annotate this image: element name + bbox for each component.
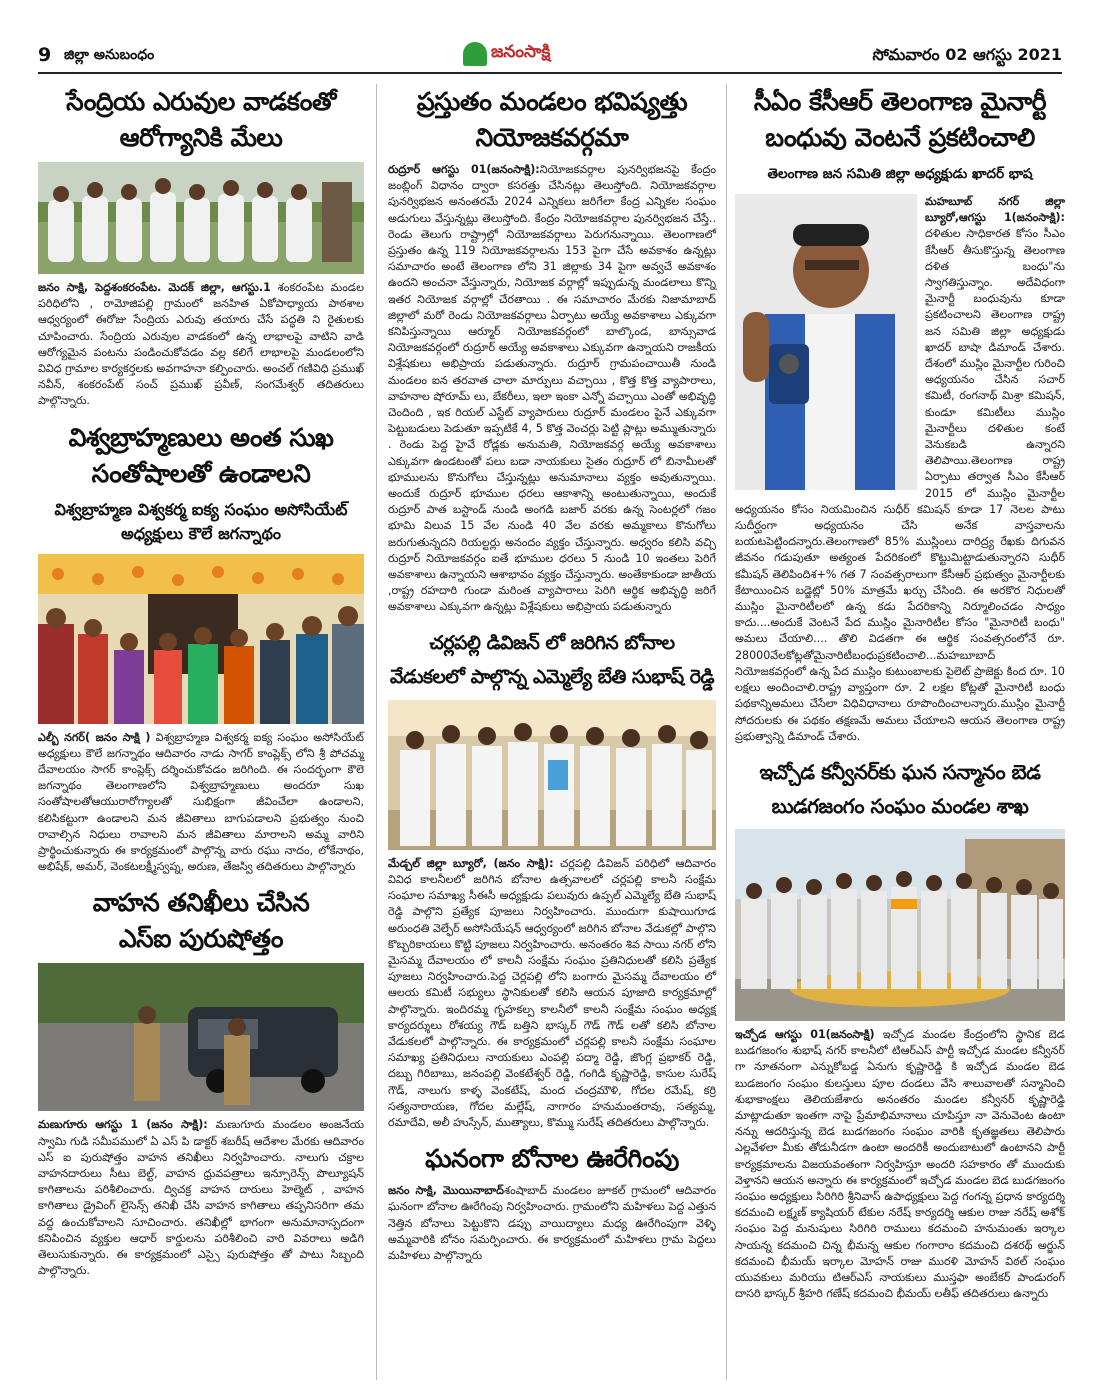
article-constituency — [388, 84, 716, 616]
newspaper-logo — [463, 42, 550, 66]
article-body — [388, 856, 716, 1131]
portrait-photo-icon — [735, 194, 917, 490]
headline-line: సేంద్రియ ఎరువుల వాడకంతో — [66, 87, 336, 116]
dateline: రుద్రూర్ ఆగస్టు 01(జనంసాక్షి): — [388, 163, 540, 176]
dateline: జనం సాక్షి, పెద్దశంకరంపేట. మెదక్ జిల్లా, ఆగస్టు.1 — [38, 281, 271, 294]
police-vehicle-photo-icon — [38, 963, 364, 1111]
column-left — [38, 84, 364, 1279]
article-organic-fertilizer — [38, 84, 364, 410]
felicitation-group-photo-icon — [735, 829, 1065, 1021]
headline-line: వేడుకలలో పాల్గొన్న ఎమ్మెల్యే బేతి సుభాష్ రెడ్డి — [389, 665, 715, 688]
group-photo-icon — [38, 162, 364, 274]
headline-line: ఎస్ఐ పురుషోత్తం — [118, 924, 284, 954]
article-headline — [38, 420, 364, 492]
logo-text: జనంసాక్షి — [491, 42, 551, 62]
page-number: 9 — [38, 44, 52, 66]
headline-line: వాహన తనిఖీలు చేసిన — [92, 888, 310, 918]
article-bonalu-procession — [388, 1141, 716, 1264]
headline-line: సీఏం కేసీఆర్ తెలంగాణ మైనార్టీ — [753, 87, 1047, 116]
headline-line: బంధువు వెంటనే ప్రకటించాలి — [765, 123, 1035, 152]
article-headline — [735, 84, 1065, 156]
article-felicitation — [735, 755, 1065, 1302]
article-bonalu — [388, 626, 716, 1131]
subhead-line: అధ్యక్షులు కౌలే జగన్నాథం — [121, 523, 281, 543]
article-body — [38, 1117, 364, 1279]
article-minority-bandhu — [735, 84, 1065, 745]
dateline: మేడ్చల్ జిల్లా బ్యూరో, (జనం సాక్షి): — [388, 856, 554, 870]
headline-line: చర్లపల్లి డివిజన్ లో జరిగిన బోనాల — [429, 631, 675, 654]
dateline: మహబూబ్ నగర్ జిల్లా బ్యూరో,ఆగస్టు 1(జనంసాక్షి): — [925, 195, 1065, 225]
article-body — [388, 162, 716, 616]
dateline: ఇచ్చోడ ఆగస్టు 01(జనంసాక్షి) — [735, 1027, 875, 1041]
headline-line: సంతోషాలతో ఉండాలని — [91, 458, 311, 488]
body-text: మణుగూరు మండలం అంజనేయ స్వామి గుడి సమీపములో ఏ ఎస్ పి డాక్టర్ శబరీష్ ఆదేశాల మేరకు ఆదివారం ఎస్ ఐ పురుషోత్తం వాహన తనిఖీలు నిర్వహించారు. నాలుగు చక్రాల వాహనదారులు సీటు బెల్ట్, వాహన ధ్రువపత్రాలు ఇన్సూరెన్స్ పొల్యూషన్ కాగితాలను పరిశీలించారు. ద్విచక్ర వాహన దారులు హెల్మెట్ , వాహన కాగితాలు డ్రైవింగ్ లైసెన్స్ తనిఖీ చేసి వాహన కాగితాలు తప్పనిసరిగా తమ వద్ద ఉంచుకోవాలని సూచించారు. తనిఖీల్లో భాగంగా అనుమానాస్పదంగా కనిపించిన వ్యక్తుల ఆధార్ కార్డులను పరిశీలించి వారి వివరాలు అడిగి తెలుసుకున్నారు. ఈ కార్యక్రమంలో ఎస్సై పురుషోత్తం తో పాటు సిబ్బంది పాల్గొన్నారు. — [38, 1118, 364, 1278]
body-text: శంషాబాద్ మండలం జూకల్ గ్రామంలో ఆదివారం ఘనంగా బోనాల ఊరేగింపు నిర్వహించారు. గ్రామంలోని మహిళలు పెద్ద ఎత్తున నెత్తిన బోనాలు పెట్టుకొని డప్పు వాయిద్యాలు మధ్య ఊరేగింపుగా వెళ్ళి అమ్మవారికి బోనం సమర్పించారు. ఈ కార్యక్రమంలో మహిళలు గ్రామ పెద్దలు మహిళలు పాల్గొన్నారు — [388, 1184, 716, 1262]
headline-line: విశ్వబ్రాహ్మణులు అంత సుఖ — [68, 422, 334, 452]
article-headline — [38, 84, 364, 156]
article-subheadline: తెలంగాణ జన సమితి జిల్లా అధ్యక్షుడు ఖాదర్ భాష — [767, 166, 1033, 182]
bonalu-group-photo-icon — [388, 700, 716, 850]
logo-leaf-icon — [463, 42, 487, 66]
body-text: దళితుల సాధికారత కోసం సీఎం కేసీఆర్ తీసుకొస్తున్న తెలంగాణ దళిత బంధు"ను స్వాగతిస్తున్నాం. అదేవిధంగా మైనార్టీ బంధువును కూడా ప్రకటించాలని తెలంగాణ రాష్ట్ర జన సమితి జిల్లా అధ్యక్షుడు ఖాదర్ బాషా డిమాండ్ చేశారు. దేశంలో ముస్లిం మైనార్టీల గురించి అధ్యయనం చేసిన సచార్ కమిటీ, రంగనాథ్ మిశ్రా కమిషన్, కుండూ కమిటీలు ముస్లిం మైనార్టీలు దళితుల కంటే వెనుకబడి ఉన్నారని తెలిపాయి.తెలంగాణ రాష్ట్ర ఏర్పాటు తర్వాత సీఎం కేసీఆర్ 2015 లో ముస్లిం మైనార్టీల అధ్యయనం కోసం నియమించిన సుధీర్ కమిషన్ కూడా 17 నెలల పాటు సుదీర్ఘంగా అధ్యయనం చేసి అనేక వాస్తవాలను బయటపెట్టిందన్నారు.తెలంగాణలో 85% ముస్లింలు దారిద్ర్య రేఖకు దిగువన జీవనం గడుపుతూ అత్యంత పేదరికంలో కొట్టుమిట్టాడుతున్నారని సుధీర్ కమీషన్ తెలిపిందిశ+% గత 7 సంవత్సరాలుగా కేసీఆర్ ప్రభుత్వం మైనార్టీలకు కేటాయించిన బడ్జెట్లో 50% మాత్రమే ఖర్చు చేసింది. ఈ అరకొర నిధులతో ముస్లిం మైనారిటీలలో ఉన్న కడు పేదరికాన్ని నిర్మూలించడం సాధ్యం కాదు....అందుకే వెంటనే పేద ముస్లిం మైనారిటీల కోసం "మైనారిటీ బంధు" అమలు చేయాలి.... తొలి విడతగా ఈ ఆర్థిక సంవత్సరంలోనే రూ. 28000వేలకోట్లతోమైనారిటీబంధుప్రకటించాలి...మహబూబాద్ నియోజకవర్గంలో ఉన్న పేద ముస్లిం కుటుంబాలకు పైలెట్ ప్రాజెక్టు కింద రూ. 10 లక్షలు అందించాలి.రాష్ట్ర వ్యాప్తంగా రూ. 2 లక్షల కోట్లతో మైనారిటీ బంధు పథకాన్నిఅమలు చేసేలా విధివిధానాలు రూపొందించాలన్నారు.ముస్లిం మైనార్టీ సోదరులకు ఈ పథకం తక్షణమే అమలు చేయాలని ఆయన తెలంగాణ రాష్ట్ర ప్రభుత్వాన్ని డిమాండ్ చేశారు. — [735, 227, 1065, 743]
column-divider — [376, 84, 377, 1380]
article-headline — [38, 885, 364, 957]
article-body — [38, 730, 364, 876]
column-right — [735, 84, 1065, 1302]
dateline: మణుగూరు ఆగస్టు 1 (జనం సాక్షి): — [38, 1118, 208, 1132]
masthead — [38, 40, 1062, 74]
headline-line: ఆరోగ్యానికి మేలు — [119, 123, 283, 152]
article-body — [388, 1183, 716, 1264]
article-headline: ఘనంగా బోనాల ఊరేగింపు — [425, 1144, 679, 1174]
article-subheadline — [38, 498, 364, 546]
article-body — [735, 1027, 1065, 1302]
article-headline — [388, 626, 716, 694]
temple-group-photo-icon — [38, 554, 364, 724]
body-text: ఇచ్చోడ మండల కేంద్రంలోని స్థానిక బెడ బుడగజంగం శుభాష్ నగర్ కాలనీలో టిఆర్ఎస్ పార్టీ ఇచ్చోడ మండల కన్వీనర్ గా నూతనంగా ఎన్నుకోబడ్డ ఏనుగు కృష్ణారెడ్డి కి ఇచ్చోడ మండల బెడ బుడజంగం సంఘం కులస్తులు పూల దండలు వేసి శాలువాలతో సన్మానించి శుభాకాంక్షలు తెలియజేశారు అనంతరం మండల కన్వీనర్ కృష్ణారెడ్డి మాట్లాడుతూ ఇంతగా నాపై ప్రేమాభిమానాలు చూపిస్తూ నా వెనువెంట ఉంటా నన్ను ఆదరిస్తున్న బెడ బుడగజంగం సంఘం వారికి కృతజ్ఞతలు తెలిపారు ఎల్లవేళలా మీకు తోడునీడగా ఉంటా అందరికీ అందుబాటులో ఉంటానని పార్టీ కార్యక్రమాలను విజయవంతంగా నిర్వహిస్తూ అందరి సహకారం తో ముందుకు వెళ్తానని ఆయన అన్నారు ఈ కార్యక్రమంలో ఇచ్చోడ మండల బెడ బుడగజంగం సంఘం అధ్యక్షులు సిరిగిరి శ్రీనివాస్ ఉపాధ్యక్షులు పెద్ద గంగన్న ప్రధాన కార్యదర్శి కదమంచి లక్ష్మణ్ క్యాషియర్ టేకుల నరేష్ కార్యదర్శి ఆకుల రాజు నరేష్ అశోక్ సంఘం పెద్ద మనుషులు సిరిగిరి రాములు కదమంచి హనుమంతు ఇర్కాల సాయన్న కదమంచి చిన్న భీమన్న ఆకుల గంగారాం కదమంచి దశరథ్ అర్జున్ కదమంచి భీమయ్ ఇర్కాల మోహన్ రాజు మురళి మోహన్ విఠల్ సంఘం యువకులు మరియు టిఆర్ఎస్ నాయకులు ముస్తఫా అంబేకర్ పాండురంగ్ దాసరి భాస్కర్ శ్రీహరి గణేష్ కదమంచి భీమయ్ లతీఫ్ తదితరులు ఉన్నారు — [735, 1027, 1065, 1301]
article-vishwabrahmin — [38, 420, 364, 876]
article-body — [38, 280, 364, 410]
article-headline — [388, 84, 716, 156]
article-vehicle-check — [38, 885, 364, 1279]
body-text: శంకరంపేట మండల పరిధిలోని , రామోజిపల్లి గ్రామంలో జనహిత ఏకోపాధ్యాయ పాఠశాల ఆధ్వర్యంలో ఈరోజు సేంద్రియ ఎరువు తయారు చేసే పద్ధతి ని రైతులకు చూపించారు. సేంద్రియ ఎరువుల వాడకంలో ఉన్న లాభాలపై వాటిని వాడి ఆరోగ్యమైన పంటను పండించుకోవడం వల్ల కలిగే లాభాలపై మండలంలోని వివిధ గ్రామాల కార్యకర్తలకు అవగాహనా కల్పించారు. అంచల్ గణివిధి ప్రముఖ్ నవీన్, శంకరంపేట్ సంచ్ ప్రముఖ్ ప్రవీణ్, సంగమేశ్వర్ తదితరులు పాల్గొన్నారు. — [38, 281, 364, 408]
headline-line: బుడగజంగం సంఘం మండల శాఖ — [771, 793, 1029, 818]
subhead-line: విశ్వబ్రాహ్మణ విశ్వకర్మ ఐక్య సంఘం అసోసియేట్ — [54, 499, 348, 519]
headline-line: నియోజకవర్గమా — [475, 123, 629, 152]
section-name: జిల్లా అనుబంధం — [64, 47, 155, 63]
dateline: జనం సాక్షి, మొయినాబాద్ — [388, 1184, 505, 1198]
body-text: నియోజకవర్గాల పునర్విభజనపై కేంద్రం జంబ్లింగ్ విధానం ద్వారా కసరత్తు చేసినట్లు తెలుస్తోంది. నియోజకవర్గాల పునర్విభజన అనంతరమే 2024 ఎన్నికలు జరిగేలా కేంద్ర ఎన్నికల సంఘం అడుగులు వేస్తున్నట్లు తెలుస్తోంది. కేంద్రం నియోజకవర్గాల పునర్విభజన చేస్తే.. రెండు తెలుగు రాష్ట్రాల్లో నియోజకవర్గాలు పెరుగనున్నాయి. తెలంగాణలో ప్రస్తుతం ఉన్న 119 నియోజకవర్గాలను 153 పైగా చేసే అవకాశం ఉన్నట్లు సమాచారం అంటే తెలంగాణ లోని 31 జిల్లాకు 34 పైగా అవ్వచే అవకాశం ఉందని అంచనా వేస్తున్నారు, నియోజక వర్గాల్లో ఇప్పుడున్న మండలాలు కొన్ని ఇతర నియోజక వర్గాల్లో చేరతాయి . ఈ సమాచారం మేరకు నిజామాబాద్ జిల్లాలో మరో రెండు నియోజకవర్గాలు ఏర్పాటు అయ్యే అవకాశాలు ఎక్కువగా కనిపిస్తున్నాయి ఆర్మూర్ నియోజకవర్గంలో బాల్కొండ, బాన్సువాడ నియోజకవర్గంలో రుద్రూర్ అయ్యే అవకాశాలు ఎక్కువగా ఉన్నాయని రాజకీయ విశ్లేషకులు అభిప్రాయ పడుతున్నారు. రుద్రూర్ గ్రామపంచాయితీ నుండి మండలం ఐన తరవాత చాలా మార్పులు వచ్చాయి , కొత్త కొత్త వ్యాపారాలు, వాహనాల షోరూమ్ లు, బేకరీలు, ఇలా ఇంకా ఎన్నో వచ్చాయి ఎంతో అభివృద్ధి చెందింది , ఇక రియల్ ఎస్టేట్ వ్యాపారులు రుద్రూర్ మండలం పైనే ఎక్కువగా పెట్టుబడులు పెడుతూ ఇప్పటికే 4, 5 కొత్త వెంచర్లు పెట్టి ప్లాట్లు అమ్ముతున్నారు . రెండు పెద్ద హైవే రోడ్లకు అనుమతి, నియోజకవర్గ అయ్యే అవకాశాలు ఎక్కువగా ఉండటంతో పలు బడా నాయకులు సైతం రుద్రూర్ లో బినామీలతో భూములను కొనుగోలు చేస్తున్నట్లు అనుమానాలు వ్యక్తం అవుతున్నాయి. అందుకే రుద్రూర్ భూముల ధరలు ఆకాశాన్ని అంటుతున్నాయి, అందుకే రుద్రూర్ పాత బస్టాండ్ నుండి అంగడి బజార్ వరకు ఉన్న సెంటర్లలో గజం భూమి విలువ 15 వేల నుండి 40 వేల వరకు అమ్మకాలు కొనుగోలు జరుగుతున్నదని రియల్టర్లు అనందం వ్యక్తం చేస్తున్నారు. అధ్వరం కలిసి వచ్చి రుద్రూర్ నియోజకవర్గం ఐతే భూముల ధరలు 5 నుండి 10 ఇంతలు పెరిగే అవకాశాలు ఉన్నాయని ఆశాభావం వ్యక్తం చేస్తున్నారు. అంతేకాకుండా జాతీయ ,రాష్ట్ర రహదారి గుండా మరింత వ్యాపారాలు పెరిగి ఆర్థిక అభివృద్ధి జరిగే అవకాశాలు ఎక్కువగా ఉన్నట్లు విశ్లేషకులు అభిప్రాయ పడుతున్నారు — [388, 163, 716, 614]
body-text: విశ్వబ్రాహ్మణ విశ్వకర్మ ఐక్య సంఘం అసోసియేట్ అధ్యక్షులు కౌలే జగన్నాథం ఆదివారం నాడు సాగర్ కాంప్లెక్స్ లోని శ్రీ పోచమ్మ దేవాలయం సాగర్ కాంప్లెక్స్ దర్శించుకోవడం జరిగింది. ఈ సందర్భంగా కౌలె జగన్నాథం తెలంగాణలోని విశ్వబ్రాహ్మణులు అందరూ సుఖ సంతోషాలతోఆయురారోగ్యాలతో సుభిక్షంగా జీవించేలా ఉండాలని, కలిసికట్టుగా ఉండాలని మన జీవితాలు బాగుపడాలని ప్రభుత్వం నుంచి రావాల్సిన నిధులు రావాలని మన జీవితాలు మారాలని అమ్మ వారిని ప్రార్థించుకున్నారు ఈ కార్యక్రమంలో పాల్గొన్న వారు రఘు నాదం, లోకేనాథం, అభిషేక్, అమర్, వెంకటలక్ష్మీస్వప్న, అరుణ, తేజస్వి తదితరులు పాల్గొన్నారు — [38, 730, 364, 874]
headline-line: ప్రస్తుతం మండలం భవిష్యత్తు — [416, 87, 688, 116]
column-divider — [726, 84, 727, 1380]
article-headline — [735, 755, 1065, 823]
issue-date: సోమవారం 02 ఆగస్టు 2021 — [872, 45, 1062, 64]
body-text: చర్లపల్లి డివిజన్ పరిధిలో ఆదివారం వివిధ కాలనీలలో జరిగిన బోనాల ఉత్సవాలలో చర్లపల్లి కాలనీ సంక్షేమ సంఘాల సమాఖ్య సీఈసీ అధ్యక్షుడు పలువురు ఉప్పల్ ఎమ్మెల్యే బేతి సుభాష్ రెడ్డి పాల్గొని ప్రత్యేక పూజలు నిర్వహించారు. ముందుగా కుషాయిగూడ అరుంధతి వెల్ఫేర్ అసోసియేషన్ ఆధ్వర్యంలో జరిగిన బోనాల వేడుకల్లో పాల్గొని కొబ్బరికాయలు కొట్టి పూజలు నిర్వహించారు. అనంతరం శివ సాయి నగర్ లోని మైసమ్మ దేవాలయం లో కాలనీ సంక్షేమ సంఘం ప్రతినిధులతో కలిసి ప్రత్యేక పూజలు నిర్వహించారు.పెద్ద చెర్లపల్లి లోని బంగారు మైసమ్మ దేవాలయం లో ఆలయ కమిటీ సభ్యులు స్థానికులతో కలిసి ఆయన పూజాది కార్యక్రమాల్లో పాల్గొన్నారు. ఇందిరమ్మ గృహకల్ప కాలనీలో కాలనీ సంక్షేమ సంఘం అధ్యక్ష కార్యదర్శులు రోశయ్య గౌడ్ బత్తిని భాస్కర్ గౌడ్ గౌడ్ లతో కలిసి బోనాల వేడుకలలో పాల్గొన్నారు. ఈ కార్యక్రమంలో చర్లపల్లి కాలనీ సంక్షేమ సంఘాల సమాఖ్య ప్రతినిధులు నాయకులు ఎంపల్లి పద్మా రెడ్డి, జొంగ్ల ప్రభాకర్ రెడ్డి, దబ్బు గిరిబాబు, జనంపల్లి వెంకటేశ్వర్ రెడ్డి, గంగిడి కృష్ణారెడ్డి, కాసుల సురేష్ గౌడ్, నాలుగు కాళ్ళ వెంకటేష్, మంద చంద్రమౌళి, గోదల రమేష్, కర్రి సత్యనారాయణ, గోదల మల్లేష్, నాగారం హనుమంతరావు, సత్యమ్మ, రమాదేవి, అలీ హుస్సేన్, ముత్యాలు, కొమ్ము సురేష్ తదితరులు పాల్గొన్నారు. — [388, 856, 716, 1129]
headline-line: ఇచ్చోడ కన్వీనర్‌కు ఘన సన్మానం బెడ — [759, 759, 1041, 784]
dateline: ఎల్బీ నగర్( జనం సాక్షి ) — [38, 730, 151, 744]
column-middle — [388, 84, 716, 1264]
